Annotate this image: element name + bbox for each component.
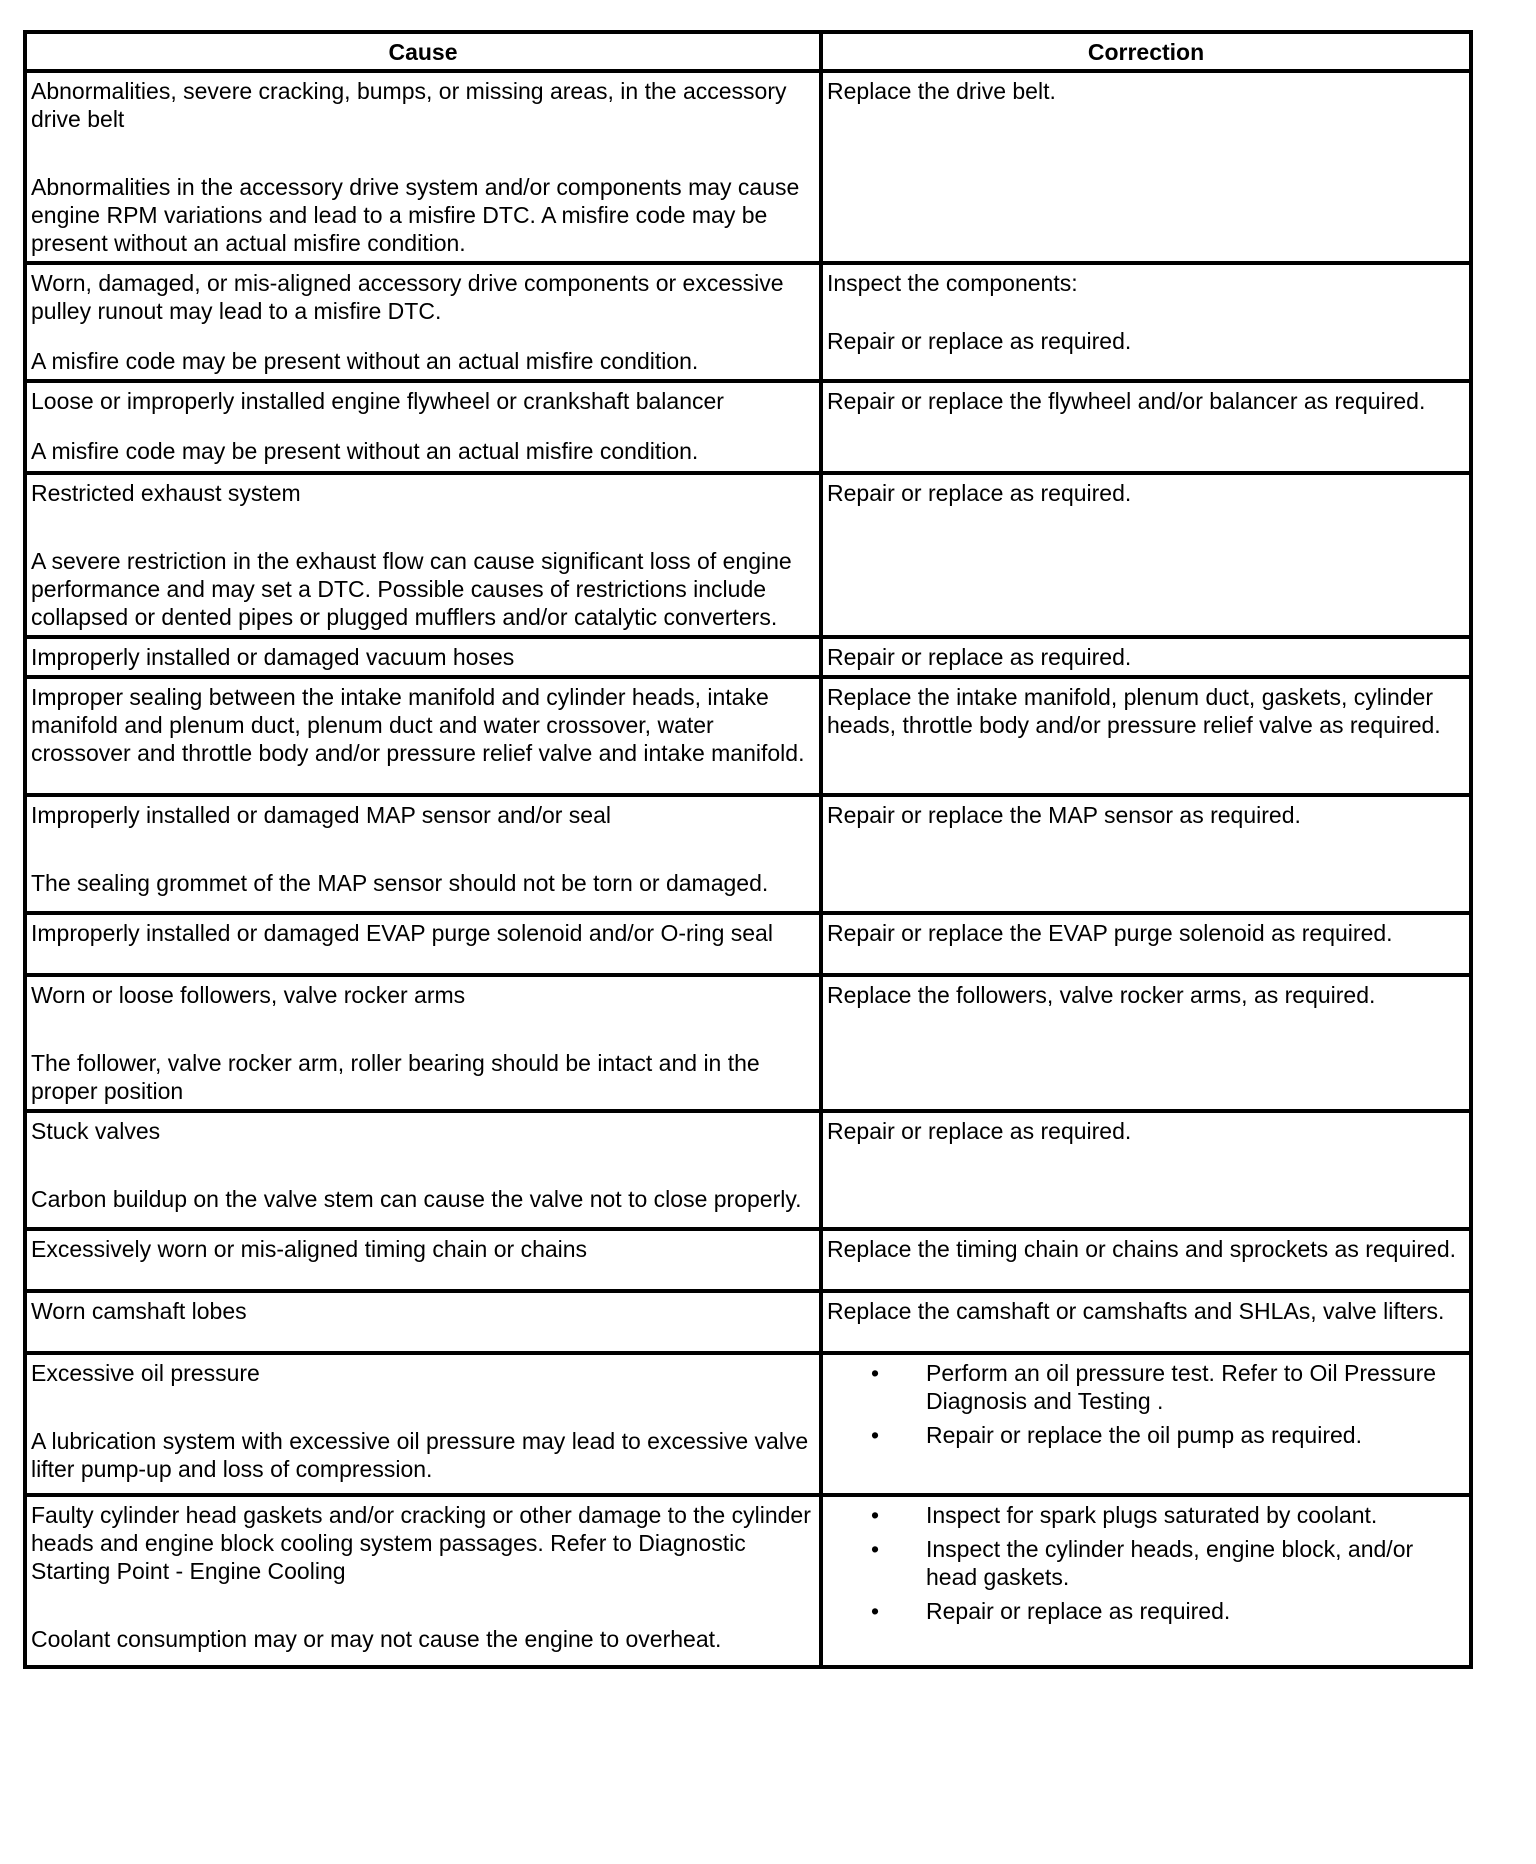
list-item — [827, 1359, 1465, 1415]
cause-text: Worn, damaged, or mis-aligned accessory drive components or excessive pulley runout may lead to a misfire DTC. — [31, 270, 784, 324]
cause-note: The follower, valve rocker arm, roller bearing should be intact and in the proper position — [31, 1050, 760, 1104]
correction-cell — [821, 795, 1471, 913]
table-header-row — [25, 32, 1471, 71]
bullet-icon: • — [871, 1360, 880, 1386]
correction-text: Replace the intake manifold, plenum duct, gaskets, cylinder heads, throttle body and/or pressure relief valve as required. — [827, 684, 1441, 738]
cause-text: Faulty cylinder head gaskets and/or cracking or other damage to the cylinder heads and engine block cooling system passages. Refer to Diagnostic Starting Point - Engine Cooling — [31, 1502, 811, 1584]
list-item-text: Inspect the cylinder heads, engine block, and/or head gaskets. — [926, 1536, 1414, 1590]
table-row — [25, 913, 1471, 975]
cause-text: Loose or improperly installed engine flywheel or crankshaft balancer — [31, 388, 724, 414]
correction-text: Repair or replace the EVAP purge solenoid as required. — [827, 920, 1393, 946]
cause-text: Improper sealing between the intake manifold and cylinder heads, intake manifold and plenum duct, plenum duct and water crossover, water crossover and throttle body and/or pressure relief valve and intake manifold. — [31, 684, 805, 766]
correction-cell — [821, 1229, 1471, 1291]
cause-cell — [25, 795, 821, 913]
list-item-text: Repair or replace as required. — [926, 1598, 1231, 1624]
correction-cell — [821, 1353, 1471, 1495]
table-row — [25, 1229, 1471, 1291]
list-item — [827, 1421, 1465, 1449]
bullet-icon: • — [871, 1502, 880, 1528]
cause-text: Worn camshaft lobes — [31, 1298, 247, 1324]
list-item — [827, 1535, 1465, 1591]
correction-text: Replace the timing chain or chains and sprockets as required. — [827, 1236, 1457, 1262]
correction-text: Repair or replace as required. — [827, 1118, 1132, 1144]
table-row — [25, 71, 1471, 263]
column-header-correction: Correction — [821, 32, 1471, 71]
cause-cell — [25, 1291, 821, 1353]
correction-cell — [821, 677, 1471, 795]
cause-text: Abnormalities, severe cracking, bumps, or missing areas, in the accessory drive belt — [31, 78, 787, 132]
cause-cell — [25, 677, 821, 795]
cause-note: The sealing grommet of the MAP sensor should not be torn or damaged. — [31, 870, 769, 896]
bullet-icon: • — [871, 1598, 880, 1624]
correction-cell — [821, 975, 1471, 1111]
cause-cell — [25, 381, 821, 473]
correction-cell — [821, 1111, 1471, 1229]
correction-cell — [821, 473, 1471, 637]
cause-cell — [25, 473, 821, 637]
list-item — [827, 1501, 1465, 1529]
cause-cell — [25, 975, 821, 1111]
correction-text: Repair or replace the MAP sensor as required. — [827, 802, 1301, 828]
table-row — [25, 795, 1471, 913]
cause-cell — [25, 71, 821, 263]
correction-cell — [821, 263, 1471, 381]
cause-text: Excessively worn or mis-aligned timing chain or chains — [31, 1236, 588, 1262]
table-row — [25, 1495, 1471, 1667]
list-item — [827, 1597, 1465, 1625]
table-row — [25, 1353, 1471, 1495]
correction-text: Replace the camshaft or camshafts and SHLAs, valve lifters. — [827, 1298, 1445, 1324]
correction-bullet-list — [827, 1501, 1465, 1625]
cause-cell — [25, 1229, 821, 1291]
table-row — [25, 1111, 1471, 1229]
cause-cell — [25, 1495, 821, 1667]
cause-note: Carbon buildup on the valve stem can cause the valve not to close properly. — [31, 1186, 802, 1212]
cause-note: A misfire code may be present without an actual misfire condition. — [31, 438, 699, 464]
table-row — [25, 381, 1471, 473]
correction-text: Inspect the components: — [827, 270, 1078, 296]
correction-cell — [821, 71, 1471, 263]
column-header-cause: Cause — [25, 32, 821, 71]
table-row — [25, 975, 1471, 1111]
correction-text: Replace the followers, valve rocker arms, as required. — [827, 982, 1376, 1008]
correction-cell — [821, 913, 1471, 975]
cause-text: Improperly installed or damaged MAP sensor and/or seal — [31, 802, 611, 828]
cause-cell — [25, 1353, 821, 1495]
cause-text: Excessive oil pressure — [31, 1360, 260, 1386]
table-row — [25, 677, 1471, 795]
bullet-icon: • — [871, 1422, 880, 1448]
cause-cell — [25, 263, 821, 381]
cause-note: A severe restriction in the exhaust flow can cause significant loss of engine performance and may set a DTC. Possible causes of restrictions include collapsed or dented pipes or plugged mufflers and/or catalytic converters. — [31, 548, 792, 630]
cause-note: Coolant consumption may or may not cause the engine to overheat. — [31, 1626, 722, 1652]
correction-cell — [821, 1495, 1471, 1667]
list-item-text: Perform an oil pressure test. Refer to Oil Pressure Diagnosis and Testing . — [926, 1360, 1437, 1414]
correction-cell — [821, 1291, 1471, 1353]
correction-bullet-list — [827, 1359, 1465, 1449]
diagnosis-table — [23, 30, 1473, 1669]
cause-text: Improperly installed or damaged vacuum hoses — [31, 644, 515, 670]
bullet-icon: • — [871, 1536, 880, 1562]
correction-text: Repair or replace as required. — [827, 328, 1132, 354]
correction-cell — [821, 381, 1471, 473]
cause-cell — [25, 913, 821, 975]
cause-note: A lubrication system with excessive oil pressure may lead to excessive valve lifter pump-up and loss of compression. — [31, 1428, 809, 1482]
correction-text: Replace the drive belt. — [827, 78, 1056, 104]
table-row — [25, 473, 1471, 637]
cause-note: Abnormalities in the accessory drive system and/or components may cause engine RPM variations and lead to a misfire DTC. A misfire code may be present without an actual misfire condition. — [31, 174, 800, 256]
table-row — [25, 637, 1471, 677]
cause-cell — [25, 637, 821, 677]
table-row — [25, 1291, 1471, 1353]
cause-text: Stuck valves — [31, 1118, 161, 1144]
table-row — [25, 263, 1471, 381]
correction-cell — [821, 637, 1471, 677]
correction-text: Repair or replace the flywheel and/or balancer as required. — [827, 388, 1426, 414]
cause-text: Improperly installed or damaged EVAP purge solenoid and/or O-ring seal — [31, 920, 773, 946]
correction-text: Repair or replace as required. — [827, 644, 1132, 670]
list-item-text: Repair or replace the oil pump as required. — [926, 1422, 1362, 1448]
list-item-text: Inspect for spark plugs saturated by coolant. — [926, 1502, 1378, 1528]
cause-text: Restricted exhaust system — [31, 480, 301, 506]
cause-cell — [25, 1111, 821, 1229]
cause-note: A misfire code may be present without an actual misfire condition. — [31, 348, 699, 374]
correction-text: Repair or replace as required. — [827, 480, 1132, 506]
cause-text: Worn or loose followers, valve rocker arms — [31, 982, 466, 1008]
